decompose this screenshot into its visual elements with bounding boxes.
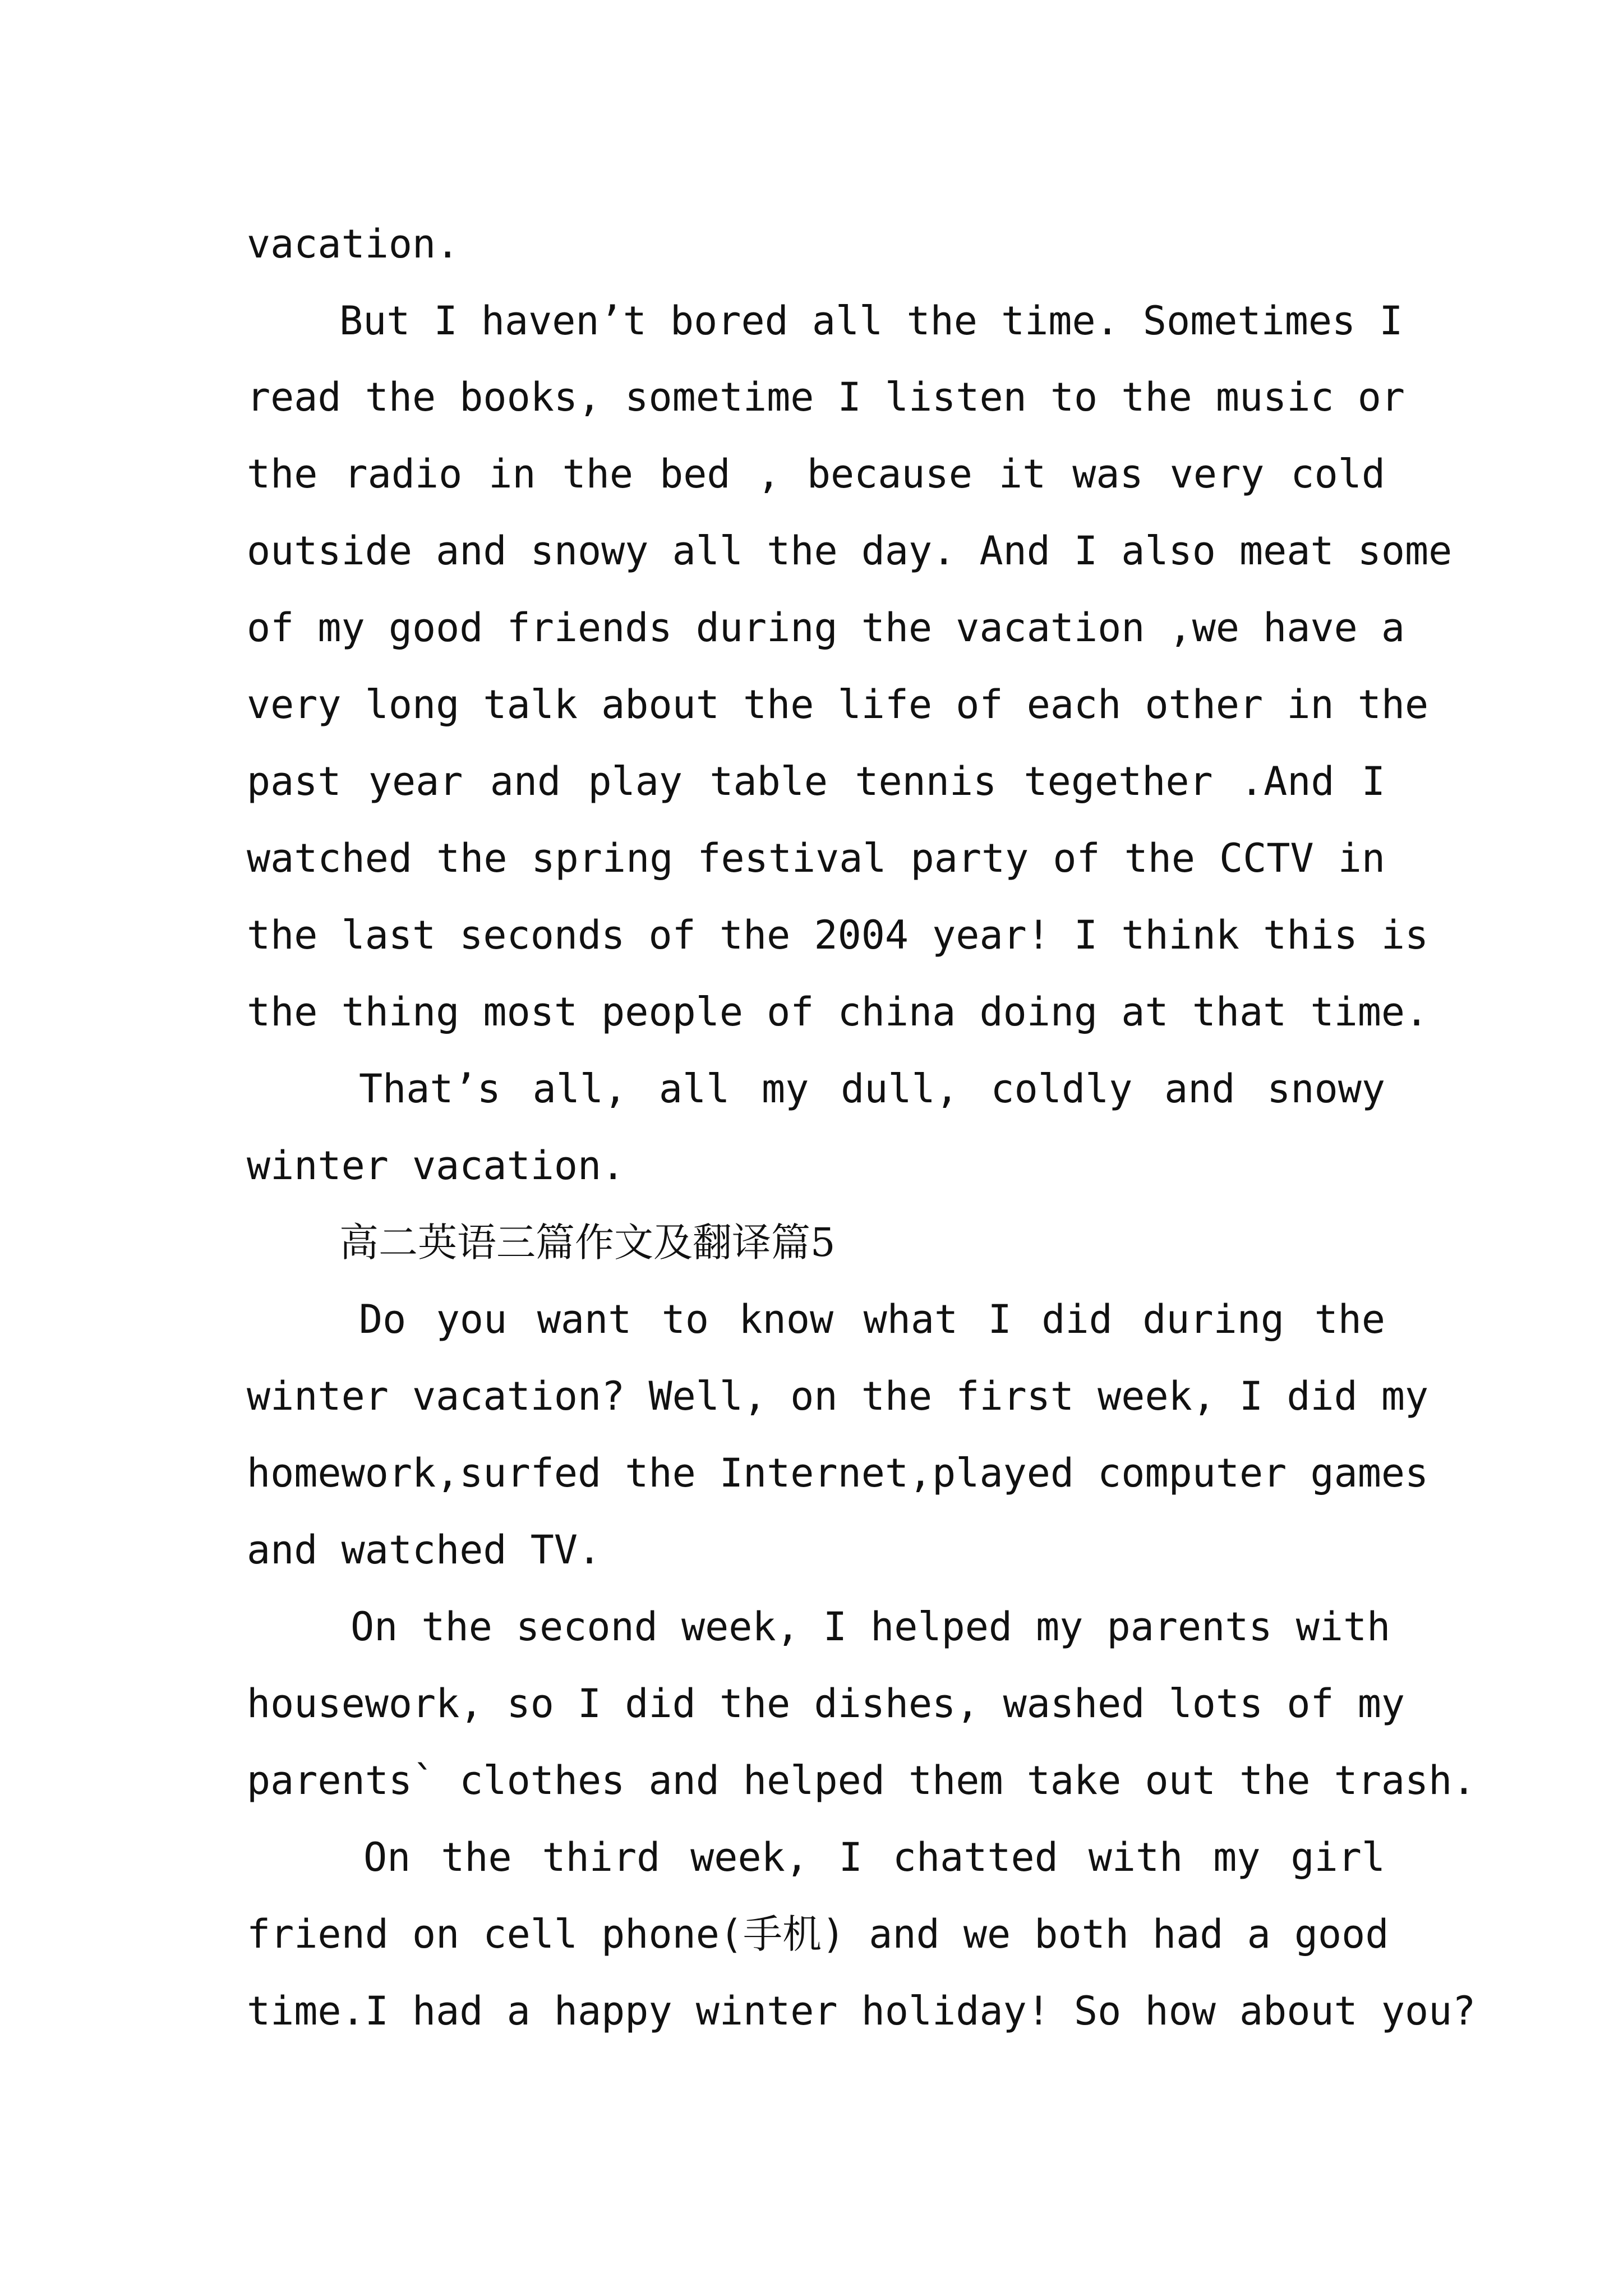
paragraph-line: watched the spring festival party of the CCTV in: [247, 835, 1385, 881]
paragraph-line: But I haven’t bored all the time. Sometimes I: [339, 298, 1403, 344]
paragraph-line: and watched TV.: [247, 1527, 602, 1573]
paragraph-line: housework, so I did the dishes, washed lots of my: [247, 1681, 1405, 1727]
paragraph-line: winter vacation? Well, on the first week, I did my: [247, 1373, 1429, 1419]
paragraph-line: the radio in the bed , because it was very cold: [247, 451, 1385, 497]
paragraph-line: very long talk about the life of each other in the: [247, 682, 1429, 728]
section-heading: 高二英语三篇作文及翻译篇5: [339, 1220, 836, 1266]
paragraph-line: time.I had a happy winter holiday! So how about you?: [247, 1988, 1476, 2034]
paragraph-line: vacation.: [247, 221, 460, 267]
paragraph-line: On the second week, I helped my parents with: [351, 1604, 1391, 1650]
paragraph-line: read the books, sometime I listen to the music or: [247, 374, 1405, 420]
paragraph-line: of my good friends during the vacation ,we have a: [247, 605, 1405, 651]
paragraph-line: On the third week, I chatted with my girl: [363, 1834, 1385, 1880]
paragraph-line: Do you want to know what I did during the: [359, 1296, 1385, 1342]
paragraph-line: friend on cell phone(手机) and we both had a good: [247, 1911, 1389, 1957]
paragraph-line: outside and snowy all the day. And I also meat some: [247, 528, 1453, 574]
paragraph-line: homework,surfed the Internet,played computer games: [247, 1450, 1429, 1496]
paragraph-line: past year and play table tennis tegether .And I: [247, 758, 1385, 804]
paragraph-line: winter vacation.: [247, 1143, 625, 1189]
paragraph-line: That’s all, all my dull, coldly and snowy: [359, 1066, 1385, 1112]
paragraph-line: the thing most people of china doing at that time.: [247, 989, 1429, 1035]
paragraph-line: parents` clothes and helped them take out the trash.: [247, 1757, 1476, 1803]
paragraph-line: the last seconds of the 2004 year! I think this is: [247, 912, 1429, 958]
